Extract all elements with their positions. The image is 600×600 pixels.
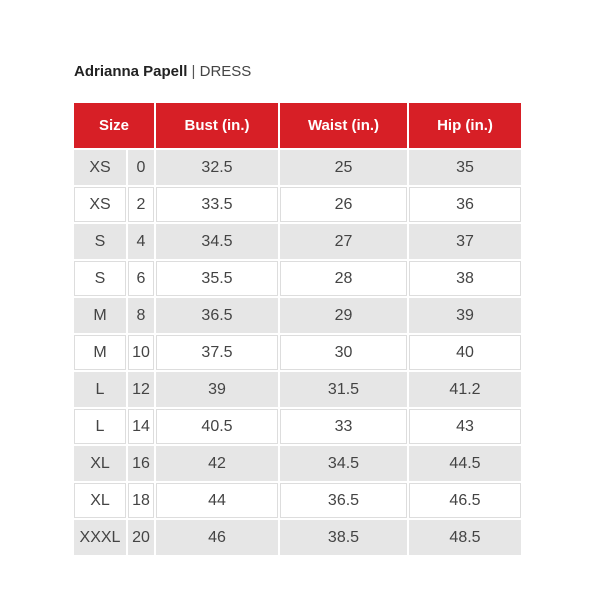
bust-cell: 37.5 bbox=[156, 335, 278, 370]
waist-cell: 26 bbox=[280, 187, 407, 222]
table-row bbox=[74, 520, 521, 555]
table-row bbox=[74, 150, 521, 185]
hip-cell: 48.5 bbox=[409, 520, 521, 555]
hip-cell: 44.5 bbox=[409, 446, 521, 481]
header-row bbox=[74, 103, 521, 148]
waist-cell: 31.5 bbox=[280, 372, 407, 407]
size-label-cell: M bbox=[74, 298, 126, 333]
table-row bbox=[74, 187, 521, 222]
size-label-cell: L bbox=[74, 372, 126, 407]
chart-title bbox=[74, 62, 251, 82]
size-number-cell: 18 bbox=[128, 483, 154, 518]
table-row bbox=[74, 335, 521, 370]
bust-cell: 46 bbox=[156, 520, 278, 555]
hip-cell: 40 bbox=[409, 335, 521, 370]
bust-cell: 32.5 bbox=[156, 150, 278, 185]
brand-name: Adrianna Papell bbox=[74, 63, 188, 80]
bust-cell: 33.5 bbox=[156, 187, 278, 222]
size-label-cell: S bbox=[74, 261, 126, 296]
size-label-cell: XS bbox=[74, 187, 126, 222]
waist-cell: 36.5 bbox=[280, 483, 407, 518]
waist-cell: 29 bbox=[280, 298, 407, 333]
table-row bbox=[74, 372, 521, 407]
size-label-cell: S bbox=[74, 224, 126, 259]
size-number-cell: 8 bbox=[128, 298, 154, 333]
size-number-cell: 14 bbox=[128, 409, 154, 444]
table-row bbox=[74, 261, 521, 296]
bust-cell: 44 bbox=[156, 483, 278, 518]
table-row bbox=[74, 446, 521, 481]
bust-cell: 36.5 bbox=[156, 298, 278, 333]
size-number-cell: 12 bbox=[128, 372, 154, 407]
bust-cell: 34.5 bbox=[156, 224, 278, 259]
table-row bbox=[74, 483, 521, 518]
waist-cell: 27 bbox=[280, 224, 407, 259]
size-label-cell: XL bbox=[74, 446, 126, 481]
hip-cell: 38 bbox=[409, 261, 521, 296]
size-chart-table bbox=[72, 101, 523, 557]
table-row bbox=[74, 298, 521, 333]
size-number-cell: 6 bbox=[128, 261, 154, 296]
waist-cell: 38.5 bbox=[280, 520, 407, 555]
hip-header: Hip (in.) bbox=[409, 103, 521, 148]
waist-cell: 25 bbox=[280, 150, 407, 185]
size-number-cell: 20 bbox=[128, 520, 154, 555]
bust-cell: 35.5 bbox=[156, 261, 278, 296]
waist-cell: 33 bbox=[280, 409, 407, 444]
hip-cell: 39 bbox=[409, 298, 521, 333]
bust-cell: 40.5 bbox=[156, 409, 278, 444]
hip-cell: 43 bbox=[409, 409, 521, 444]
hip-cell: 37 bbox=[409, 224, 521, 259]
size-number-cell: 10 bbox=[128, 335, 154, 370]
waist-cell: 28 bbox=[280, 261, 407, 296]
size-label-cell: XS bbox=[74, 150, 126, 185]
size-label-cell: L bbox=[74, 409, 126, 444]
size-number-cell: 4 bbox=[128, 224, 154, 259]
title-separator: | bbox=[191, 63, 196, 80]
bust-header: Bust (in.) bbox=[156, 103, 278, 148]
bust-cell: 42 bbox=[156, 446, 278, 481]
table-row bbox=[74, 409, 521, 444]
hip-cell: 36 bbox=[409, 187, 521, 222]
waist-header: Waist (in.) bbox=[280, 103, 407, 148]
bust-cell: 39 bbox=[156, 372, 278, 407]
size-number-cell: 0 bbox=[128, 150, 154, 185]
table-row bbox=[74, 224, 521, 259]
size-header: Size bbox=[74, 103, 154, 148]
size-label-cell: M bbox=[74, 335, 126, 370]
waist-cell: 30 bbox=[280, 335, 407, 370]
size-number-cell: 16 bbox=[128, 446, 154, 481]
size-number-cell: 2 bbox=[128, 187, 154, 222]
hip-cell: 41.2 bbox=[409, 372, 521, 407]
size-label-cell: XL bbox=[74, 483, 126, 518]
hip-cell: 35 bbox=[409, 150, 521, 185]
hip-cell: 46.5 bbox=[409, 483, 521, 518]
garment-type: DRESS bbox=[199, 63, 252, 80]
waist-cell: 34.5 bbox=[280, 446, 407, 481]
size-label-cell: XXXL bbox=[74, 520, 126, 555]
